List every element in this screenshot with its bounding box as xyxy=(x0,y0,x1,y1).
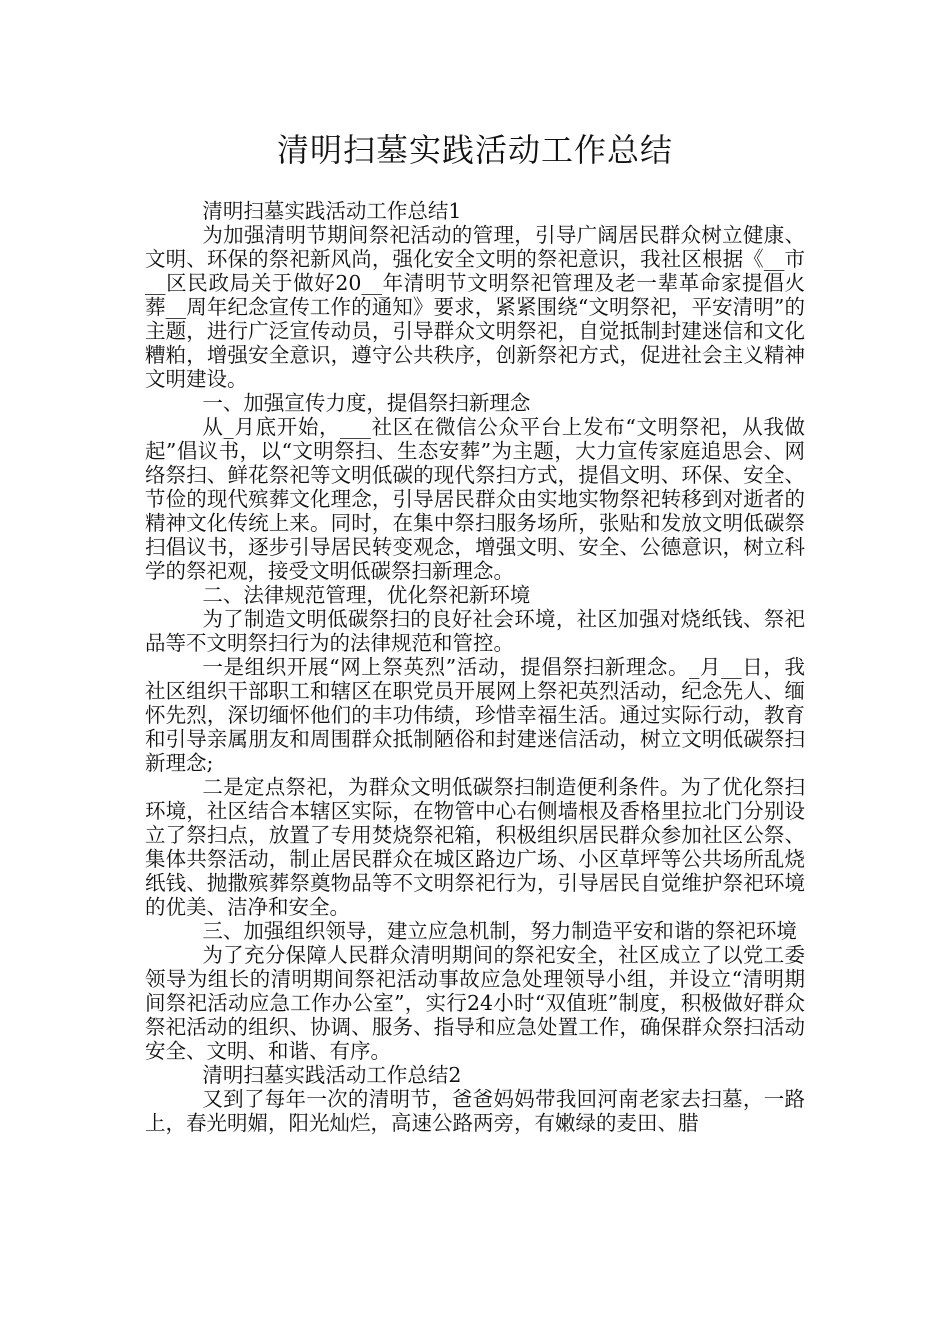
paragraph-propaganda: 从_月底开始，___社区在微信公众平台上发布“文明祭祀，从我做起”倡议书，以“文明祭扫、生态安葬”为主题，大力宣传家庭追思会、网络祭扫、鲜花祭祀等文明低碳的现代祭扫方式，提倡文明、环保、安全、节俭的现代殡葬文化理念，引导居民群众由实地实物祭祀转移到对逝者的精神文化传统上来。同时，在集中祭扫服务场所，张贴和发放文明低碳祭扫倡议书，逐步引导居民转变观念，增强文明、安全、公德意识，树立科学的祭祀观，接受文明低碳祭扫新理念。 xyxy=(145,415,805,583)
document-body xyxy=(145,199,805,1135)
paragraph-intro: 为加强清明节期间祭祀活动的管理，引导广阔居民群众树立健康、文明、环保的祭祀新风尚，强化安全文明的祭祀意识，我社区根据《__市__区民政局关于做好20__年清明节文明祭祀管理及老一辈革命家提倡火葬__周年纪念宣传工作的通知》要求，紧紧围绕“文明祭祀，平安清明”的主题，进行广泛宣传动员，引导群众文明祭祀，自觉抵制封建迷信和文化糟粕，增强安全意识，遵守公共秩序，创新祭祀方式，促进社会主义精神文明建设。 xyxy=(145,223,805,391)
paragraph-designated-sites: 二是定点祭祀，为群众文明低碳祭扫制造便利条件。为了优化祭扫环境，社区结合本辖区实际，在物管中心右侧墙根及香格里拉北门分别设立了祭扫点，放置了专用焚烧祭祀箱，积极组织居民群众参加社区公祭、集体共祭活动，制止居民群众在城区路边广场、小区草坪等公共场所乱烧纸钱、抛撒殡葬祭奠物品等不文明祭祀行为，引导居民自觉维护祭祀环境的优美、洁净和安全。 xyxy=(145,775,805,919)
paragraph-regulation: 为了制造文明低碳祭扫的良好社会环境，社区加强对烧纸钱、祭祀品等不文明祭扫行为的法律规范和管控。 xyxy=(145,607,805,655)
subheading-propaganda: 一、加强宣传力度，提倡祭扫新理念 xyxy=(202,391,531,415)
paragraph-story: 又到了每年一次的清明节，爸爸妈妈带我回河南老家去扫墓，一路上，春光明媚，阳光灿烂，高速公路两旁，有嫩绿的麦田、腊 xyxy=(145,1087,805,1135)
subheading-organization: 三、加强组织领导，建立应急机制，努力制造平安和谐的祭祀环境 xyxy=(202,919,797,943)
paragraph-online-memorial: 一是组织开展“网上祭英烈”活动，提倡祭扫新理念。_月__日，我社区组织干部职工和辖区在职党员开展网上祭祀英烈活动，纪念先人、缅怀先烈，深切缅怀他们的丰功伟绩，珍惜幸福生活。通过实际行动，教育和引导亲属朋友和周围群众抵制陋俗和封建迷信活动，树立文明低碳祭扫新理念; xyxy=(145,655,805,775)
subheading-regulation: 二、法律规范管理，优化祭祀新环境 xyxy=(202,583,531,607)
section-heading-2: 清明扫墓实践活动工作总结2 xyxy=(202,1063,462,1087)
paragraph-emergency: 为了充分保障人民群众清明期间的祭祀安全，社区成立了以党工委领导为组长的清明期间祭祀活动事故应急处理领导小组，并设立“清明期间祭祀活动应急工作办公室”，实行24小时“双值班”制度，积极做好群众祭祀活动的组织、协调、服务、指导和应急处置工作，确保群众祭扫活动安全、文明、和谐、有序。 xyxy=(145,943,805,1063)
section-heading-1: 清明扫墓实践活动工作总结1 xyxy=(202,199,462,223)
document-title: 清明扫墓实践活动工作总结 xyxy=(276,131,673,169)
